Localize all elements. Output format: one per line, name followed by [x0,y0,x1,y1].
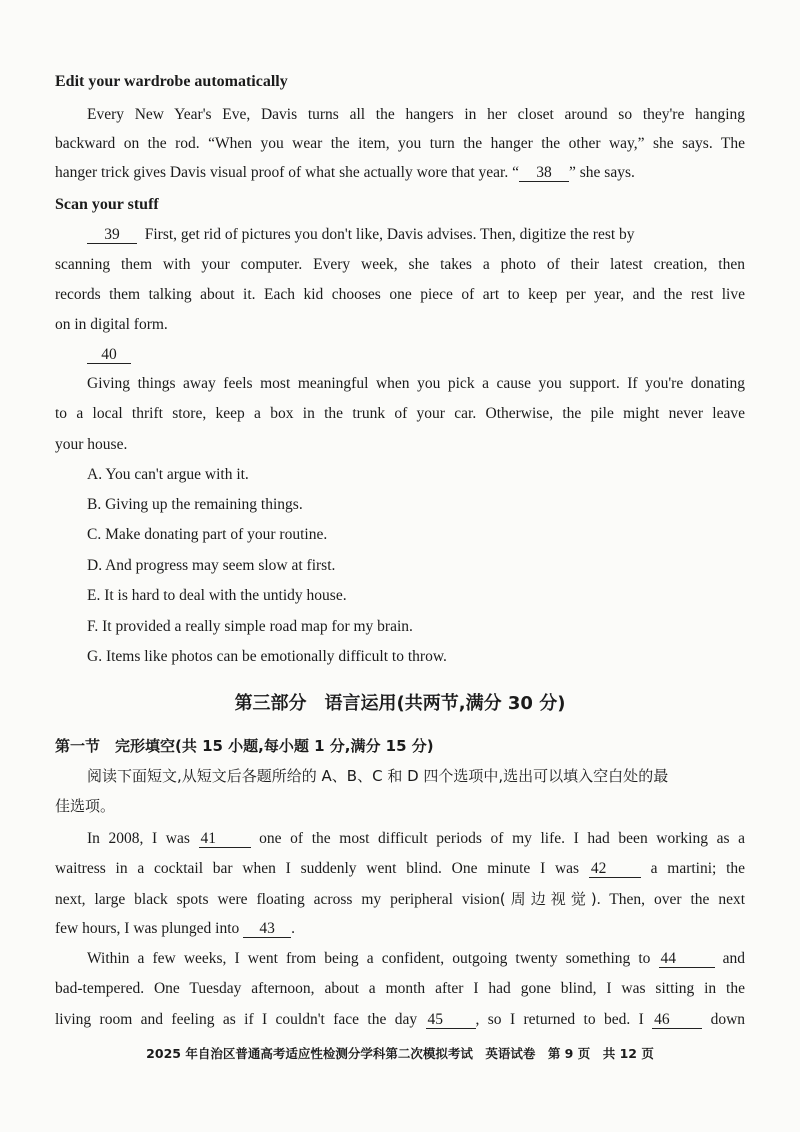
wardrobe-line-3 [55,163,745,183]
option-b: B. Giving up the remaining things. [87,496,303,513]
q40-row [87,345,745,365]
passage-line-4 [55,919,745,939]
q40-line-3: your house. [55,436,128,453]
option-d: D. And progress may seem slow at first. [87,557,336,574]
passage-line-5-post: and [722,950,746,967]
page-footer: 2025 年自治区普通高考适应性检测分学科第二次模拟考试 英语试卷 第 9 页 共 12 页 [146,1046,654,1061]
instruction-line-2: 佳选项。 [55,797,116,815]
passage-line-2-post: a martini; the [650,860,746,877]
blank-43[interactable]: 43 [243,920,291,938]
scan-line-2: scanning them with your computer. Every week, she takes a photo of their latest creation, then [55,256,745,273]
q40-line-1: Giving things away feels most meaningful when you pick a cause you support. If you're donating [87,375,745,392]
heading-scan: Scan your stuff [55,196,159,213]
passage-line-7 [55,1010,745,1030]
instruction-line-1: 阅读下面短文,从短文后各题所给的 A、B、C 和 D 四个选项中,选出可以填入空白处的最 [87,767,669,785]
blank-46[interactable]: 46 [652,1011,702,1029]
part3-title: 第三部分 语言运用(共两节,满分 30 分) [234,693,566,714]
passage-line-3 [55,889,745,910]
passage-line-7-post: down [710,1011,746,1028]
blank-39[interactable]: 39 [87,226,137,244]
q40-line-2: to a local thrift store, keep a box in the trunk of your car. Otherwise, the pile might never leave [55,405,745,422]
scan-line-3: records them talking about it. Each kid chooses one piece of art to keep per year, and the rest live [55,286,745,303]
blank-42[interactable]: 42 [589,860,641,878]
option-c: C. Make donating part of your routine. [87,526,328,543]
passage-line-3-post: . Then, over the next [596,891,746,908]
passage-line-1 [87,829,745,849]
blank-38[interactable]: 38 [519,164,569,182]
passage-line-3-pre: next, large black spots were floating across my peripheral vision [55,891,500,908]
wardrobe-line-3-pre: hanger trick gives Davis visual proof of what she actually wore that year. “ [55,164,519,181]
passage-line-7-mid: , so I returned to bed. I [475,1011,644,1028]
passage-line-7-pre: living room and feeling as if I couldn't face the day [55,1011,418,1028]
heading-wardrobe: Edit your wardrobe automatically [55,73,288,90]
scan-line-1 [87,225,745,245]
peripheral-vision-gloss: (周边视觉) [499,890,597,908]
blank-44[interactable]: 44 [659,950,715,968]
passage-line-6: bad-tempered. One Tuesday afternoon, about a month after I had gone blind, I was sitting in the [55,980,745,997]
scan-line-1-text: First, get rid of pictures you don't like, Davis advises. Then, digitize the rest by [144,226,635,243]
passage-line-1-pre: In 2008, I was [87,830,190,847]
wardrobe-line-2: backward on the rod. “When you wear the item, you turn the hanger the other way,” she says. The [55,135,745,152]
wardrobe-line-1: Every New Year's Eve, Davis turns all the hangers in her closet around so they're hanging [87,106,745,123]
blank-41[interactable]: 41 [199,830,251,848]
passage-line-5 [87,949,745,969]
passage-line-5-pre: Within a few weeks, I went from being a confident, outgoing twenty something to [87,950,651,967]
passage-line-2-pre: waitress in a cocktail bar when I suddenly went blind. One minute I was [55,860,580,877]
passage-line-2 [55,859,745,879]
scan-line-4: on in digital form. [55,316,168,333]
option-a: A. You can't argue with it. [87,466,249,483]
wardrobe-line-3-post: ” she says. [569,164,635,181]
option-g: G. Items like photos can be emotionally difficult to throw. [87,648,447,665]
passage-line-4-pre: few hours, I was plunged into [55,920,240,937]
blank-40[interactable]: 40 [87,346,131,364]
section1-title: 第一节 完形填空(共 15 小题,每小题 1 分,满分 15 分) [55,737,434,755]
passage-line-4-post: . [291,920,295,937]
option-e: E. It is hard to deal with the untidy house. [87,587,347,604]
option-f: F. It provided a really simple road map for my brain. [87,618,413,635]
blank-45[interactable]: 45 [426,1011,476,1029]
passage-line-1-post: one of the most difficult periods of my life. I had been working as a [259,830,746,847]
